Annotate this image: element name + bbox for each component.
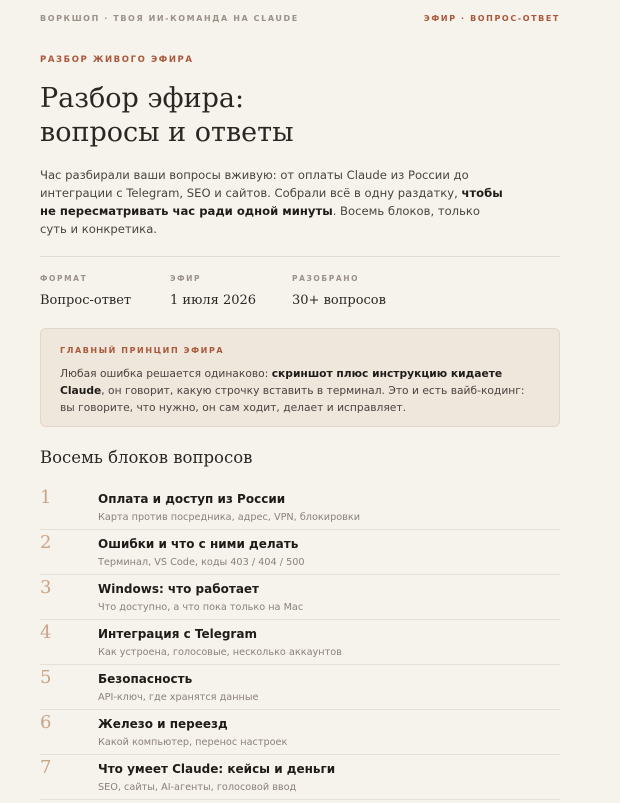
callout-bold: скриншот плюс инструкцию кидаете Claude [60,367,503,397]
meta-count [292,274,386,308]
header-workshop: ВОРКШОП · ТВОЯ ИИ-КОМАНДА НА CLAUDE [40,14,299,23]
title-line-2: вопросы и ответы [40,117,294,148]
meta-format [40,274,131,308]
block-description: Какой компьютер, перенос настроек [98,737,288,748]
block-description: SEO, сайты, AI-агенты, голосовой ввод [98,782,297,793]
block-title: Интеграция с Telegram [98,627,257,641]
meta-label: ФОРМАТ [40,274,88,283]
block-number: 7 [40,757,52,778]
list-item [40,620,560,665]
list-item [40,575,560,620]
meta-value: 1 июля 2026 [170,293,257,308]
list-item [40,485,560,530]
block-number: 2 [40,532,52,553]
meta-row [40,274,560,314]
callout-text [60,365,541,416]
question-blocks-list [40,485,560,800]
section-title: Восемь блоков вопросов [40,448,253,467]
intro-bold: чтобы не пересматривать час ради одной минуты [40,186,503,218]
block-number: 1 [40,487,52,508]
block-title: Windows: что работает [98,582,260,596]
list-item [40,755,560,800]
meta-value: Вопрос-ответ [40,293,132,308]
meta-value: 30+ вопросов [292,293,386,308]
block-number: 6 [40,712,52,733]
block-title: Безопасность [98,672,193,686]
title-line-1: Разбор эфира: [40,83,245,114]
page-title [40,82,294,150]
intro-text-1: Час разбирали ваши вопросы вживую: от оплаты Claude из России до интеграции с Telegram, SEO и сайтов. Собрали всё в одну раздатку, [40,168,469,200]
main-principle-callout [40,328,560,427]
block-number: 3 [40,577,52,598]
meta-label: РАЗОБРАНО [292,274,360,283]
callout-text-2: , он говорит, какую строчку вставить в терминал. Это и есть вайб-кодинг: вы говорите, что нужно, он сам ходит, делает и исправляет. [60,384,525,414]
meta-date [170,274,256,308]
list-item [40,710,560,755]
block-title: Что умеет Claude: кейсы и деньги [98,762,336,776]
block-description: API-ключ, где хранятся данные [98,692,259,703]
list-item [40,530,560,575]
list-item [40,665,560,710]
meta-label: ЭФИР [170,274,202,283]
intro-paragraph [40,166,510,238]
callout-text-1: Любая ошибка решается одинаково: [60,367,272,380]
top-header [40,14,560,23]
block-title: Железо и переезд [98,717,228,731]
block-title: Ошибки и что с ними делать [98,537,299,551]
callout-label: ГЛАВНЫЙ ПРИНЦИП ЭФИРА [60,346,225,355]
block-title: Оплата и доступ из России [98,492,286,506]
eyebrow-label: РАЗБОР ЖИВОГО ЭФИРА [40,55,194,65]
block-description: Терминал, VS Code, коды 403 / 404 / 500 [98,557,305,568]
block-number: 5 [40,667,52,688]
intro-text-2: . Восемь блоков, только суть и конкретика. [40,204,481,236]
block-description: Как устроена, голосовые, несколько аккаунтов [98,647,342,658]
block-number: 4 [40,622,52,643]
block-description: Что доступно, а что пока только на Mac [98,602,304,613]
block-description: Карта против посредника, адрес, VPN, блокировки [98,512,361,523]
header-format: ЭФИР · ВОПРОС-ОТВЕТ [423,14,560,23]
divider [40,256,560,257]
